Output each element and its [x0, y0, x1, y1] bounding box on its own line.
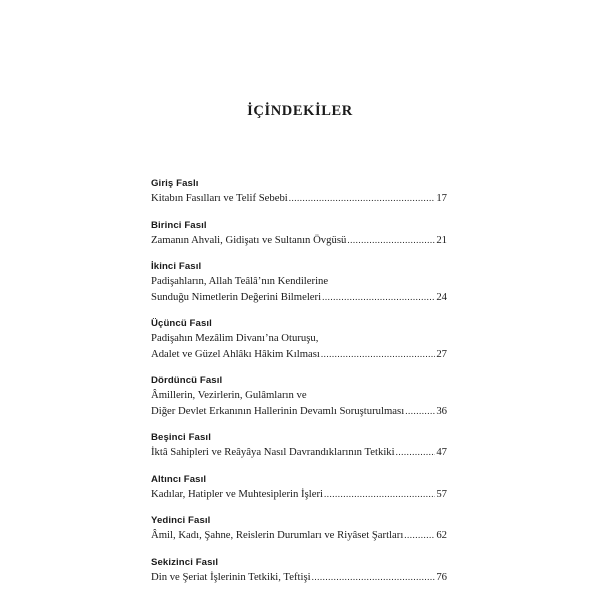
page-number: 17: [436, 192, 447, 204]
dot-leader: [312, 570, 436, 586]
entry-title: Zamanın Ahvali, Gidişatı ve Sultanın Övgüsü: [151, 233, 347, 246]
table-of-contents: [151, 176, 447, 596]
entry-title: Din ve Şeriat İşlerinin Tetkiki, Teftişi: [151, 570, 311, 583]
page-number: 27: [436, 347, 447, 360]
dot-leader: [321, 347, 435, 363]
entry-title-line: Padişahın Mezâlim Divanı’na Oturuşu,: [151, 332, 319, 344]
entry-title-line: Âmillerin, Vezirlerin, Gulâmların ve: [151, 389, 307, 401]
dot-leader: [404, 528, 435, 544]
toc-section: [151, 176, 447, 207]
toc-section: [151, 513, 447, 544]
dot-leader: [322, 290, 435, 306]
entry-title: Kadılar, Hatipler ve Muhtesiplerin İşleri: [151, 487, 324, 500]
toc-entry[interactable]: [151, 445, 447, 461]
toc-section: [151, 373, 447, 419]
page-number: 76: [436, 570, 447, 583]
entry-title: İktâ Sahipleri ve Reâyâya Nasıl Davrandıklarının Tetkiki: [151, 446, 395, 458]
toc-entry[interactable]: [151, 347, 447, 363]
page-number: 21: [436, 233, 447, 246]
toc-entry[interactable]: [151, 233, 447, 249]
section-heading: Giriş Faslı: [151, 178, 199, 189]
entry-title-line: Padişahların, Allah Teâlâ’nın Kendilerine: [151, 275, 329, 287]
page-number: 24: [436, 290, 447, 303]
toc-entry[interactable]: [151, 487, 447, 503]
toc-entry[interactable]: [151, 528, 447, 544]
section-heading: Sekizinci Fasıl: [151, 556, 219, 568]
section-heading: İkinci Fasıl: [151, 261, 202, 272]
entry-title: Kitabın Fasılları ve Telif Sebebi: [151, 192, 288, 204]
toc-section: [151, 218, 447, 249]
page-number: 47: [436, 446, 447, 458]
dot-leader: [396, 445, 436, 461]
dot-leader: [405, 404, 435, 420]
dot-leader: [347, 233, 435, 249]
toc-section: [151, 555, 447, 586]
toc-section: [151, 316, 447, 362]
page-title: İÇİNDEKİLER: [247, 103, 353, 119]
toc-entry[interactable]: [151, 570, 447, 586]
entry-title: Âmil, Kadı, Şahne, Reislerin Durumları ve Riyâset Şartları: [151, 529, 404, 541]
toc-section: [151, 472, 447, 503]
toc-entry[interactable]: [151, 290, 447, 306]
toc-section: [151, 430, 447, 461]
section-heading: Altıncı Fasıl: [151, 473, 207, 485]
toc-section: [151, 259, 447, 305]
entry-title: Sunduğu Nimetlerin Değerini Bilmeleri: [151, 290, 322, 303]
entry-title: Adalet ve Güzel Ahlâkı Hâkim Kılması: [151, 347, 320, 360]
section-heading: Üçüncü Fasıl: [151, 318, 212, 329]
toc-entry[interactable]: [151, 404, 447, 420]
page-number: 62: [436, 529, 447, 541]
section-heading: Birinci Fasıl: [151, 219, 207, 231]
page-number: 57: [436, 487, 447, 500]
entry-title: Diğer Devlet Erkanının Hallerinin Devamlı Soruşturulması: [151, 404, 405, 417]
section-heading: Dördüncü Fasıl: [151, 375, 223, 386]
section-heading: Beşinci Fasıl: [151, 432, 211, 443]
section-heading: Yedinci Fasıl: [151, 515, 211, 526]
dot-leader: [324, 487, 435, 503]
toc-entry[interactable]: [151, 191, 447, 207]
page-number: 36: [436, 404, 447, 417]
dot-leader: [289, 191, 436, 207]
